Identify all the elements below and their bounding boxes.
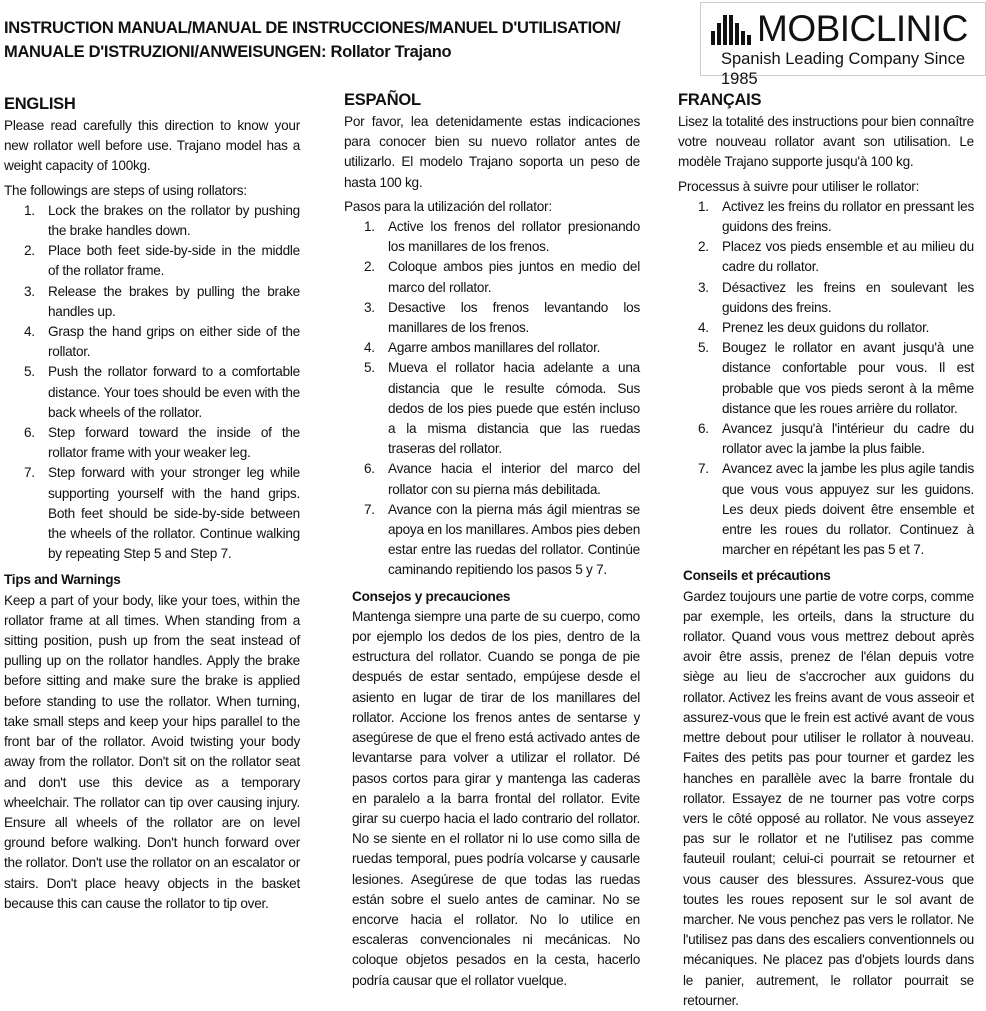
list-item: 3. Désactivez les freins en soulevant les guidons des freins. [698,279,974,315]
list-item: 1. Lock the brakes on the rollator by pushing the brake handles down. [24,202,300,239]
spanish-steps-intro: Pasos para la utilización del rollator: [344,198,552,214]
spanish-column [344,88,640,991]
english-column [4,92,300,914]
french-column [678,88,974,1011]
english-intro: Please read carefully this direction to know your new rollator well before use. Trajano model has a weight capacity of 100kg. [4,118,300,174]
spanish-tips-text: Mantenga siempre una parte de su cuerpo, como por ejemplo los dedos de los pies, dentro de la estructura del rollator. Cuando se ponga de pie después de estar sentado, empújese desde el asiento en lugar de tirar de los manillares del rollator. Accione los frenos antes de sentarse y asegúrese de que el freno está activado antes de levantarse para volver a utilizar el rollator. Dé pasos cortos para girar y mantenga las caderas en paralelo a la barra frontal del rollator. Evite girar su cuerpo hacia el lado contrario del rollator. No se siente en el rollator ni lo use como silla de ruedas temporal, pues podría volcarse y causarle lesiones. Asegúrese de que todas las ruedas están sobre el suelo antes de caminar. No se encorve hacia el rollator. No lo utilice en escaleras convencionales ni mecánicas. No coloque objetos pesados en la cesta, hacerlo podría causar que el rollator vuelque. [352,608,640,988]
list-item: 6. Avance hacia el interior del marco del rollator con su pierna más debilitada. [364,461,640,497]
list-item: 4. Grasp the hand grips on either side of the rollator. [24,324,300,360]
title-line-1: INSTRUCTION MANUAL/MANUAL DE INSTRUCCIONES/MANUEL D'UTILISATION/ [4,19,621,37]
spanish-heading: ESPAÑOL [344,91,421,109]
list-item: 5. Bougez le rollator en avant jusqu'à une distance confortable pour vous. Il est probable que vos pieds seront à la même distance que les roues arrière du rollator. [698,340,974,416]
list-item: 7. Avance con la pierna más ágil mientras se apoya en los manillares. Ambos pies deben estar entre las ruedas del rollator. Continúe caminando repitiendo los pasos 5 y 7. [364,501,640,578]
list-item: 3. Release the brakes by pulling the brake handles up. [24,283,300,319]
english-heading: ENGLISH [4,95,76,113]
list-item: 2. Placez vos pieds ensemble et au milieu du cadre du rollator. [698,239,974,275]
list-item: 6. Step forward toward the inside of the rollator frame with your weaker leg. [24,425,300,461]
brand-name: MOBICLINIC [757,8,968,49]
french-tips-heading: Conseils et précautions [683,568,831,584]
french-steps-list [678,197,974,561]
english-tips-text: Keep a part of your body, like your toes, within the rollator frame at all times. When standing from a sitting position, push up from the seat instead of pulling up on the rollator handles. Apply the brake before sitting and make sure the brake is applied before standing to use the rollator. When turning, take small steps and keep your hips parallel to the front bar of the rollator. Avoid twisting your body away from the rollator. Don't sit on the rollator seat and don't use this device as a temporary wheelchair. The rollator can tip over causing injury. Ensure all wheels of the rollator are on level ground before walking. Don't hunch forward over the rollator. Don't use the rollator on an escalator or stairs. Don't place heavy objects in the basket because this can cause the rollator to tip over. [4,592,300,911]
list-item: 4. Prenez les deux guidons du rollator. [698,320,930,336]
spanish-intro: Por favor, lea detenidamente estas indicaciones para conocer bien su nuevo rollator antes de utilizarlo. El modelo Trajano soporta un peso de hasta 100 kg. [344,114,640,190]
english-steps-intro: The followings are steps of using rollators: [4,182,247,198]
list-item: 6. Avancez jusqu'à l'intérieur du cadre du rollator avec la jambe la plus faible. [698,421,974,457]
english-tips-heading: Tips and Warnings [4,572,121,588]
list-item: 5. Push the rollator forward to a comfortable distance. Your toes should be even with the back wheels of the rollator. [24,364,300,420]
list-item: 7. Avancez avec la jambe les plus agile tandis que vous vous appuyez sur les guidons. Les deux pieds doivent être ensemble et entre les roues du rollator. Continuez à marcher en répétant les pas 5 et 7. [698,461,974,558]
document-title [4,16,684,64]
french-tips-text: Gardez toujours une partie de votre corps, comme par exemple, les orteils, dans la structure du rollator. Quand vous vous mettrez debout après avoir être assis, prenez de l'élan depuis votre siège au lieu de s'accrocher aux guidons du rollator. Activez les freins avant de vous asseoir et assurez-vous que le frein est activé avant de vous mettre debout pour utiliser le rollator à nouveau. Faites des petits pas pour tourner et gardez les hanches en parallèle avec la barre frontale du rollator. Essayez de ne tourner pas votre corps vers le côté opposé au rollator. Ne vous asseyez pas sur le rollator et ne l'utilisez pas comme fauteuil roulant; celui-ci pourrait se retourner et vous causer des blessures. Assurez-vous que toutes les roues reposent sur le sol avant de marcher. Ne vous penchez pas vers le rollator. Ne l'utilisez pas dans des escaliers conventionnels ou mécaniques. Ne placez pas d'objets lourds dans le panier, autrement, le rollator pourrait se retourner. [683,588,974,1008]
list-item: 4. Agarre ambos manillares del rollator. [364,340,601,356]
list-item: 2. Coloque ambos pies juntos en medio del marco del rollator. [364,259,640,295]
french-heading: FRANÇAIS [678,91,762,109]
list-item: 5. Mueva el rollator hacia adelante a una distancia que le resulte cómoda. Sus dedos de los pies puede que estén incluso a la misma distancia que las ruedas traseras del rollator. [364,360,640,457]
brand-tagline: Spanish Leading Company Since 1985 [721,50,965,88]
title-line-2: MANUALE D'ISTRUZIONI/ANWEISUNGEN: Rollator Trajano [4,43,452,61]
list-item: 1. Active los frenos del rollator presionando los manillares de los frenos. [364,219,640,255]
french-intro: Lisez la totalité des instructions pour bien connaître votre nouveau rollator avant son utilisation. Le modèle Trajano supporte jusqu'à 100 kg. [678,114,974,170]
list-item: 1. Activez les freins du rollator en pressant les guidons des freins. [698,198,974,235]
french-steps-intro: Processus à suivre pour utiliser le rollator: [678,178,920,194]
english-steps-list [4,201,300,565]
list-item: 7. Step forward with your stronger leg while supporting yourself with the hand grips. Both feet should be side-by-side between the wheels of the rollator. Continue walking by repeating Step 5 and Step 7. [24,465,300,562]
spanish-tips-heading: Consejos y precauciones [352,588,511,604]
list-item: 3. Desactive los frenos levantando los manillares de los frenos. [364,299,640,336]
equalizer-bars-icon [711,15,753,45]
brand-logo [700,2,986,88]
spanish-steps-list [344,217,640,581]
list-item: 2. Place both feet side-by-side in the middle of the rollator frame. [24,243,300,279]
